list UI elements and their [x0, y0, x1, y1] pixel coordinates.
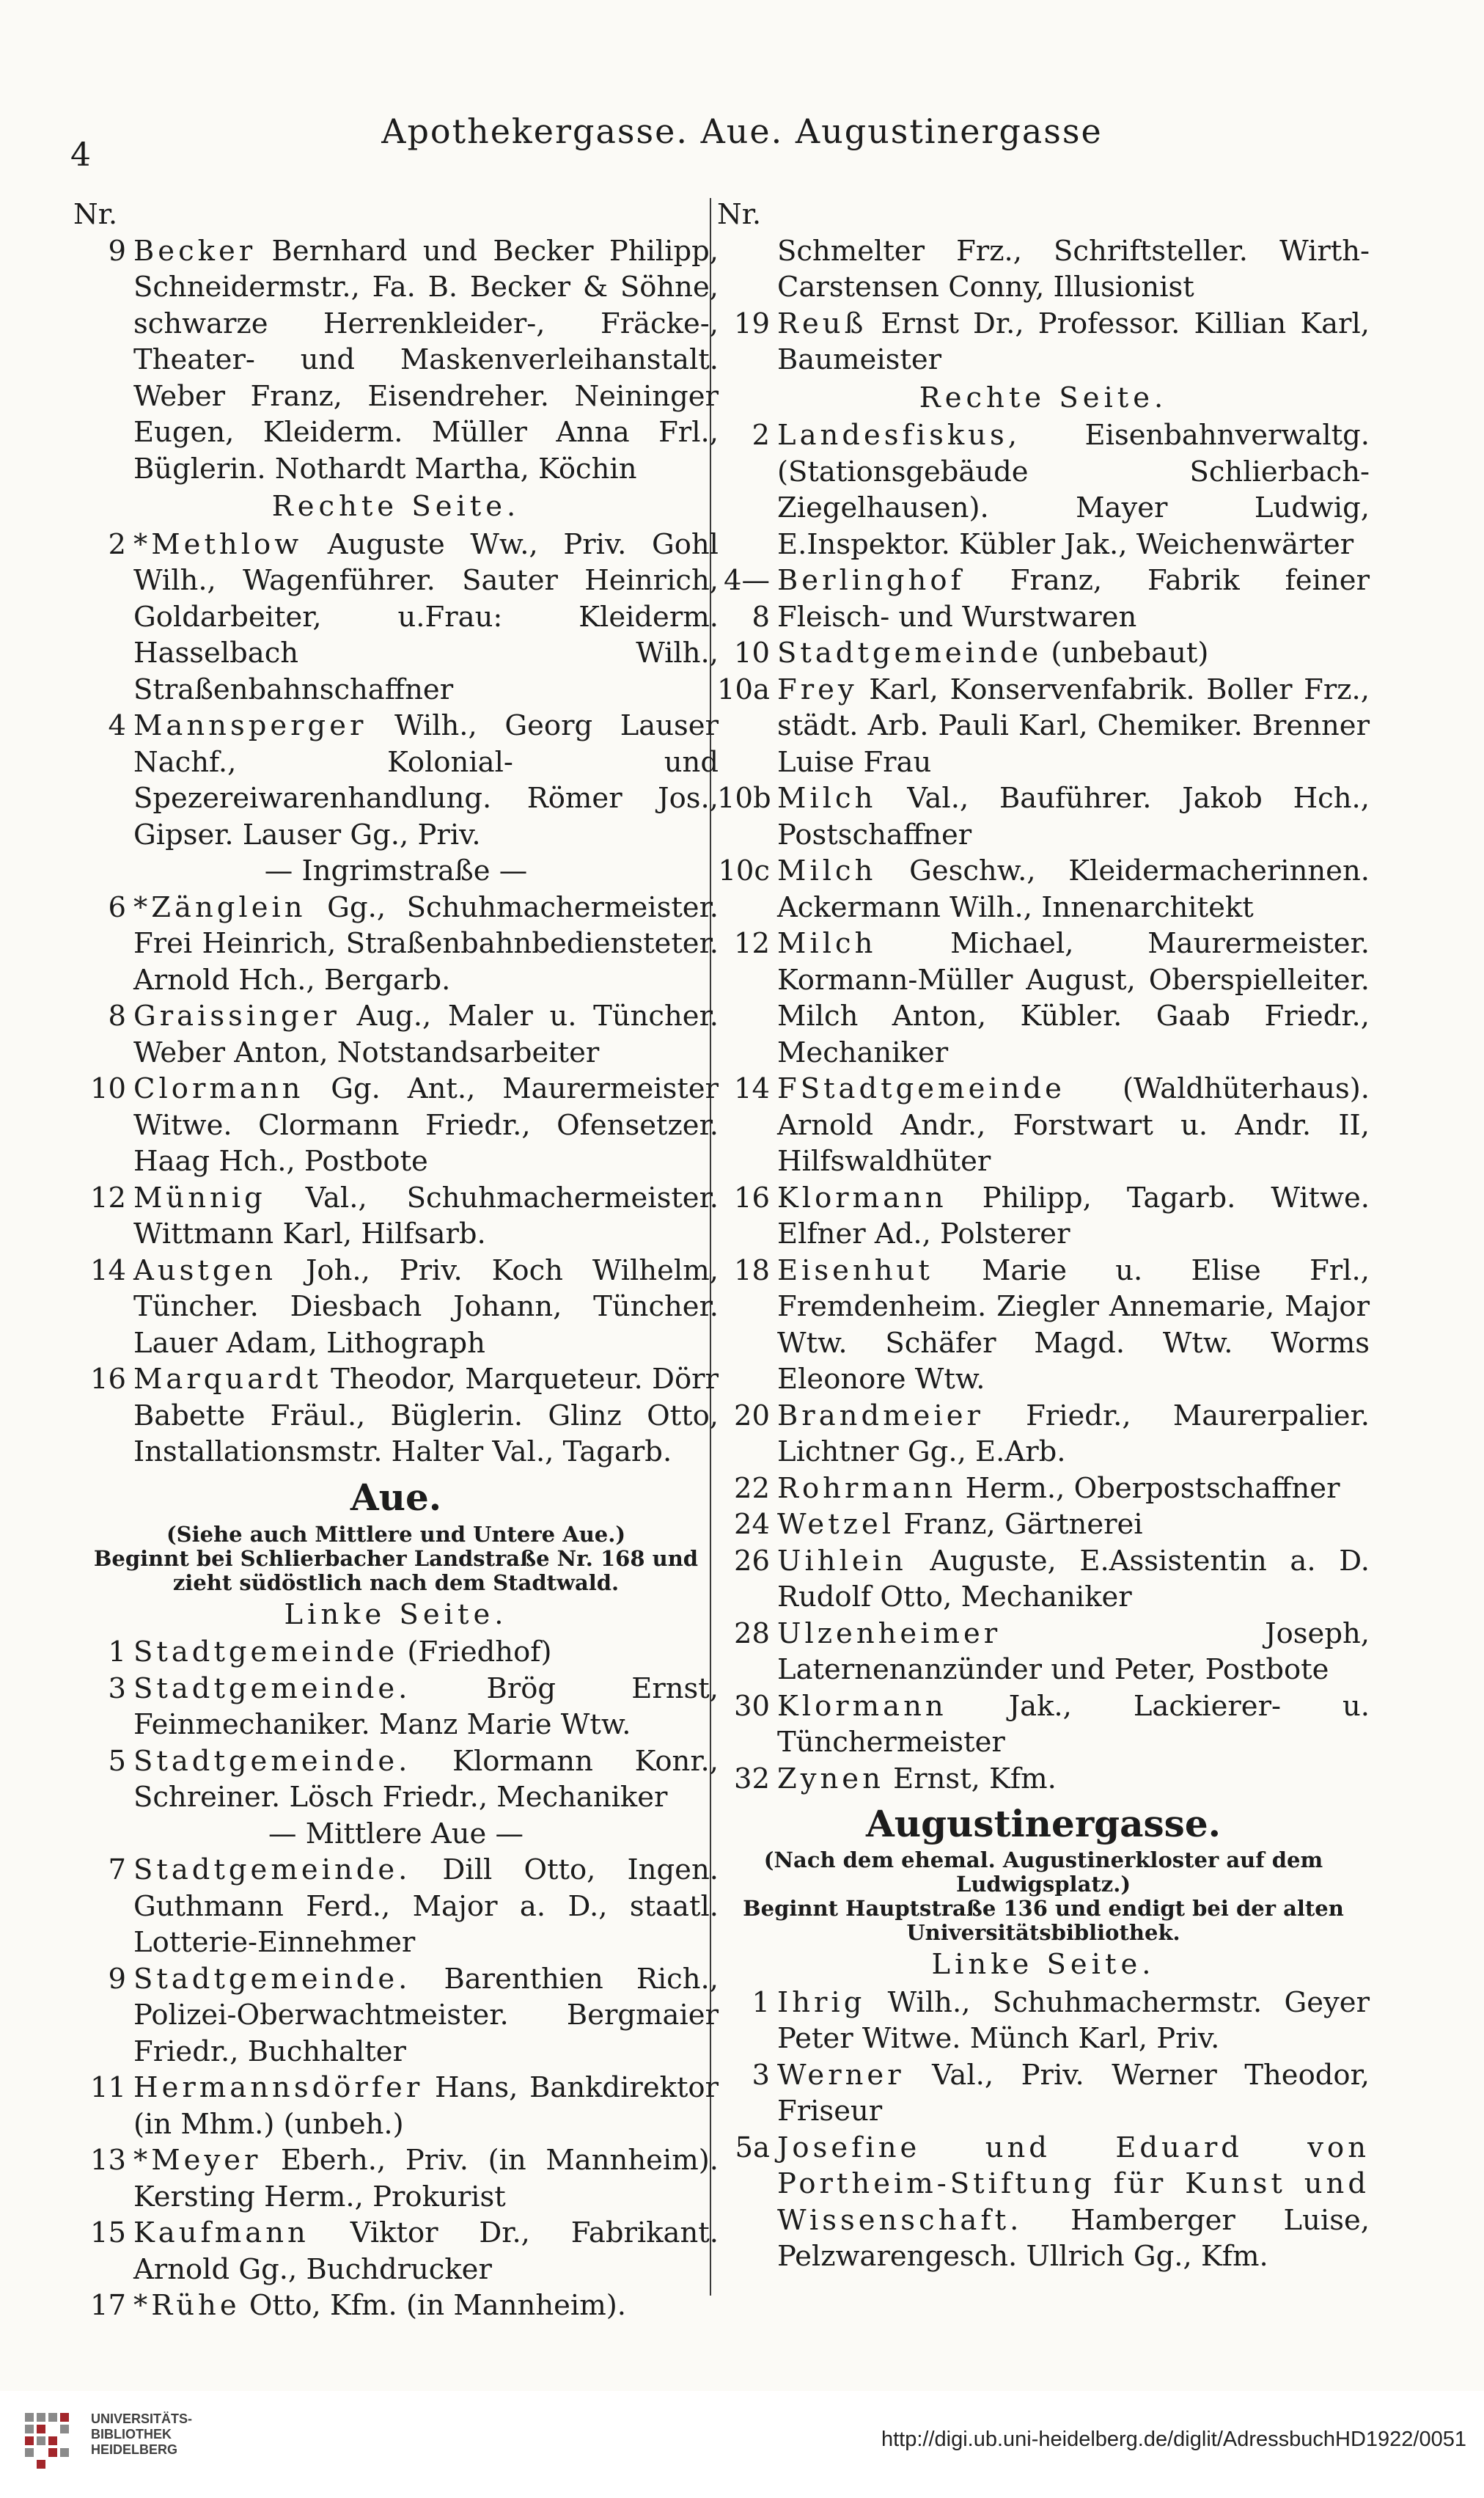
resident-name: *Methlow [133, 527, 303, 561]
house-number: 7 [108, 1853, 126, 1886]
house-number: 16 [734, 1181, 770, 1215]
address-entry [73, 1852, 719, 1961]
resident-name: FStadtgemeinde [777, 1072, 1065, 1105]
resident-name: Klormann [777, 1689, 947, 1723]
address-entry [717, 672, 1370, 781]
house-number: 4—8 [724, 564, 770, 634]
resident-name: Stadtgemeinde. [133, 1744, 411, 1778]
house-number: 24 [734, 1508, 770, 1541]
resident-name: Zynen [777, 1762, 884, 1795]
entry-text: Aug., Maler u. Tüncher. Weber Anton, Notstandsarbeiter [133, 1000, 719, 1069]
entry-text: Marie u. Elise Frl., Fremdenheim. Ziegler Annemarie, Major Wtw. Schäfer Magd. Wtw. Worms Eleonore Wtw. [777, 1253, 1370, 1396]
address-entry [717, 1180, 1370, 1253]
house-number: 15 [90, 2216, 126, 2249]
house-number: 9 [108, 234, 126, 268]
resident-name: Uihlein [777, 1544, 907, 1578]
resident-name: *Meyer [133, 2144, 262, 2177]
entry-text: (Friedhof) [398, 1636, 552, 1669]
house-number: 17 [90, 2289, 126, 2322]
address-entry [717, 1071, 1370, 1180]
entry-text: Jak., Lackierer- u. Tünchermeister [777, 1689, 1370, 1759]
address-entry [73, 1253, 719, 1362]
entry-text: Wilh., Schuhmachermstr. Geyer Peter Witwe. Münch Karl, Priv. [777, 1985, 1370, 2055]
cross-street: — Ingrimstraße — [264, 854, 528, 887]
resident-name: Münnig [133, 1181, 266, 1215]
entry-text: Barenthien Rich., Polizei-Oberwachtmeister. Bergmaier Friedr., Buchhalter [133, 1962, 719, 2068]
house-number: 12 [734, 927, 770, 960]
house-number: 5a [735, 2131, 770, 2164]
source-url-link[interactable]: http://digi.ub.uni-heidelberg.de/diglit/AdressbuchHD1922/0051 [881, 2428, 1466, 2451]
street-title-aue: Aue. [350, 1475, 442, 1519]
address-entry [717, 1543, 1370, 1616]
resident-name: Klormann [777, 1181, 947, 1215]
side-heading: Linke Seite. [931, 1948, 1156, 1981]
resident-name: Frey [777, 673, 858, 706]
running-head: Apothekergasse. Aue. Augustinergasse [381, 111, 1103, 151]
address-entry [717, 1761, 1370, 1798]
entry-text: Theodor, Marqueteur. Dörr Babette Fräul., Büglerin. Glinz Otto, Installationsmstr. Halter Val., Tagarb. [133, 1363, 719, 1468]
house-number: 10 [90, 1072, 126, 1105]
house-number: 14 [734, 1072, 770, 1105]
resident-name: Rohrmann [777, 1471, 957, 1505]
resident-name: Mannsperger [133, 709, 367, 742]
resident-name: Stadtgemeinde. [133, 1962, 411, 1996]
address-entry [717, 306, 1370, 378]
entry-text: Auguste Ww., Priv. Gohl Wilh., Wagenführer. Sauter Heinrich, Goldarbeiter, u.Frau: Kleiderm. Hasselbach Wilh., Straßenbahnschaffner [133, 527, 719, 706]
entry-text: Schmelter Frz., Schriftsteller. Wirth-Carstensen Conny, Illusionist [777, 234, 1370, 304]
address-entry [73, 1634, 719, 1671]
resident-name: Josefine und Eduard von Portheim-Stiftung für Kunst und Wissenschaft. [777, 2131, 1370, 2237]
address-entry [717, 635, 1370, 672]
house-number: 19 [734, 307, 770, 340]
resident-name: Stadtgemeinde. [133, 1853, 411, 1886]
address-entry [73, 2142, 719, 2215]
street-title-augustinergasse: Augustinergasse. [865, 1802, 1222, 1845]
house-number: 28 [734, 1616, 770, 1650]
entry-text: Philipp, Tagarb. Witwe. Elfner Ad., Polsterer [777, 1181, 1370, 1250]
resident-name: Becker [133, 234, 257, 268]
entry-text: Val., Bauführer. Jakob Hch., Postschaffner [777, 782, 1370, 851]
entry-text: Hamberger Luise, Pelzwarengesch. Ullrich Gg., Kfm. [777, 2203, 1370, 2273]
resident-name: Milch [777, 854, 877, 887]
house-number: 4 [108, 709, 126, 742]
address-entry [73, 1361, 719, 1470]
library-logo-icon[interactable] [21, 2409, 84, 2472]
house-number: 10a [717, 673, 770, 706]
house-number: 10 [734, 637, 770, 670]
address-entry [73, 1961, 719, 2070]
entry-text: Otto, Kfm. (in Mannheim). [240, 2289, 627, 2322]
entry-text: Michael, Maurermeister. Kormann-Müller August, Oberspielleiter. Milch Anton, Kübler. Gaab Friedr., Mechaniker [777, 927, 1370, 1069]
address-entry [717, 926, 1370, 1071]
entry-text: (unbebaut) [1042, 637, 1209, 670]
entry-text: Viktor Dr., Fabrikant. Arnold Gg., Buchdrucker [133, 2216, 719, 2286]
resident-name: Stadtgemeinde. [133, 1671, 411, 1705]
address-entry [717, 1688, 1370, 1761]
address-entry [73, 998, 719, 1071]
house-number: 10b [717, 782, 771, 815]
address-entry [717, 1470, 1370, 1507]
house-number: 1 [752, 1985, 770, 2019]
house-number: 13 [90, 2144, 126, 2177]
entry-text: Bernhard und Becker Philipp, Schneidermstr., Fa. B. Becker & Söhne, schwarze Herrenkleider-, Fräcke-, Theater- und Maskenverleihanstalt. Weber Franz, Eisendreher. Neininger Eugen, Kleiderm. Müller Anna Frl., Büglerin. Nothardt Martha, Köchin [133, 234, 719, 486]
resident-name: Werner [777, 2058, 905, 2092]
house-number: 3 [108, 1671, 126, 1705]
address-entry [717, 563, 1370, 635]
house-number: 3 [752, 2058, 770, 2092]
address-entry [717, 853, 1370, 926]
entry-text: Franz, Gärtnerei [895, 1508, 1143, 1541]
resident-name: Landesfiskus, [777, 419, 1021, 452]
house-number: 5 [108, 1744, 126, 1778]
house-number: 20 [734, 1399, 770, 1432]
address-entry [717, 780, 1370, 853]
resident-name: Berlinghof [777, 564, 965, 597]
left-column [73, 197, 719, 2324]
entry-text: Gg. Ant., Maurermeister Witwe. Clormann Friedr., Ofensetzer. Haag Hch., Postbote [133, 1072, 719, 1178]
resident-name: Austgen [133, 1253, 277, 1287]
address-entry [73, 890, 719, 999]
house-number: 18 [734, 1253, 770, 1287]
resident-name: Hermannsdörfer [133, 2071, 424, 2104]
resident-name: Milch [777, 927, 877, 960]
entry-text: Eisenbahnverwaltg. (Stationsgebäude Schlierbach-Ziegelhausen). Mayer Ludwig, E.Inspektor. Kübler Jak., Weichenwärter [777, 419, 1370, 561]
page-number: 4 [70, 136, 91, 174]
address-entry [73, 527, 719, 708]
entry-text: Auguste, E.Assistentin a. D. Rudolf Otto, Mechaniker [777, 1544, 1370, 1614]
entry-text: Friedr., Maurerpalier. Lichtner Gg., E.Arb. [777, 1399, 1370, 1468]
address-entry [73, 233, 719, 488]
resident-name: Marquardt [133, 1363, 322, 1396]
library-name-line: UNIVERSITÄTS- [91, 2411, 193, 2426]
resident-name: *Rühe [133, 2289, 240, 2322]
resident-name: Ulzenheimer [777, 1616, 1002, 1650]
entry-text: Val., Schuhmachermeister. Wittmann Karl, Hilfsarb. [133, 1181, 719, 1250]
house-number: 12 [90, 1181, 126, 1215]
house-number: 14 [90, 1253, 126, 1287]
entry-text: Eberh., Priv. (in Mannheim). Kersting Herm., Prokurist [133, 2144, 719, 2213]
house-number: 30 [734, 1689, 770, 1723]
street-note: Beginnt Hauptstraße 136 und endigt bei der alten Universitätsbibliothek. [743, 1896, 1344, 1945]
entry-text: Klormann Konr., Schreiner. Lösch Friedr., Mechaniker [133, 1744, 719, 1814]
entry-text: Val., Priv. Werner Theodor, Friseur [777, 2058, 1370, 2128]
entry-text: Ernst, Kfm. [884, 1762, 1057, 1795]
address-entry [717, 2130, 1370, 2275]
resident-name: Eisenhut [777, 1253, 933, 1287]
entry-text: Geschw., Kleidermacherinnen. Ackermann Wilh., Innenarchitekt [777, 854, 1370, 924]
resident-name: Ihrig [777, 1985, 866, 2019]
address-entry [73, 2288, 719, 2324]
entry-text: Brög Ernst, Feinmechaniker. Manz Marie Wtw. [133, 1671, 719, 1741]
house-number: 11 [90, 2071, 126, 2104]
resident-name: Kaufmann [133, 2216, 309, 2249]
address-entry [717, 1398, 1370, 1470]
library-name-line: BIBLIOTHEK [91, 2427, 172, 2442]
entry-text: Joh., Priv. Koch Wilhelm, Tüncher. Diesbach Johann, Tüncher. Lauer Adam, Lithograph [133, 1253, 719, 1360]
side-heading: Rechte Seite. [919, 381, 1168, 414]
nr-header: Nr. [73, 198, 118, 231]
entry-text: Ernst Dr., Professor. Killian Karl, Baumeister [777, 307, 1370, 376]
resident-name: Graissinger [133, 1000, 340, 1033]
street-note: (Siehe auch Mittlere und Untere Aue.) [166, 1521, 626, 1547]
resident-name: Clormann [133, 1072, 304, 1105]
right-column [717, 197, 1370, 2275]
house-number: 10c [718, 854, 770, 887]
library-name [91, 2411, 192, 2458]
resident-name: *Zänglein [133, 890, 306, 924]
address-entry [73, 2215, 719, 2288]
entry-text: Joseph, Laternenanzünder und Peter, Postbote [777, 1616, 1370, 1686]
house-number: 1 [108, 1636, 126, 1669]
entry-text: Karl, Konservenfabrik. Boller Frz., städt. Arb. Pauli Karl, Chemiker. Brenner Luise Frau [777, 673, 1370, 779]
entry-text: Gg., Schuhmachermeister. Frei Heinrich, Straßenbahnbediensteter. Arnold Hch., Bergarb. [133, 890, 719, 997]
house-number: 32 [734, 1762, 770, 1795]
entry-text: (Waldhüterhaus). Arnold Andr., Forstwart u. Andr. II, Hilfswaldhüter [777, 1072, 1370, 1178]
address-entry [717, 417, 1370, 563]
address-entry [717, 1616, 1370, 1688]
house-number: 9 [108, 1962, 126, 1996]
house-number: 6 [108, 890, 126, 924]
nr-header: Nr. [717, 198, 762, 231]
house-number: 2 [752, 419, 770, 452]
street-note: Beginnt bei Schlierbacher Landstraße Nr. 168 und zieht südöstlich nach dem Stadtwald. [93, 1545, 699, 1595]
entry-text: Wilh., Georg Lauser Nachf., Kolonial- und Spezereiwarenhandlung. Römer Jos., Gipser. Lauser Gg., Priv. [133, 709, 719, 851]
address-entry [73, 1071, 719, 1180]
resident-name: Reuß [777, 307, 867, 340]
entry-text: Franz, Fabrik feiner Fleisch- und Wurstwaren [777, 564, 1370, 634]
resident-name: Stadtgemeinde [777, 637, 1043, 670]
address-entry [717, 1253, 1370, 1398]
address-entry [73, 1671, 719, 1743]
resident-name: Milch [777, 782, 877, 815]
resident-name: Stadtgemeinde [133, 1636, 399, 1669]
house-number: 16 [90, 1363, 126, 1396]
address-entry [73, 708, 719, 853]
address-entry [717, 1506, 1370, 1543]
side-heading: Rechte Seite. [271, 490, 521, 523]
side-heading: Linke Seite. [284, 1597, 508, 1631]
cross-street: — Mittlere Aue — [268, 1817, 524, 1850]
address-entry [73, 2070, 719, 2142]
house-number: 26 [734, 1544, 770, 1578]
street-note: (Nach dem ehemal. Augustinerkloster auf dem Ludwigsplatz.) [763, 1847, 1323, 1897]
house-number: 8 [108, 1000, 126, 1033]
address-entry [717, 233, 1370, 306]
resident-name: Wetzel [777, 1508, 895, 1541]
library-name-line: HEIDELBERG [91, 2442, 178, 2457]
entry-text: Hans, Bankdirektor (in Mhm.) (unbeh.) [133, 2071, 719, 2141]
entry-text: Dill Otto, Ingen. Guthmann Ferd., Major a. D., staatl. Lotterie-Einnehmer [133, 1853, 719, 1959]
address-entry [717, 1985, 1370, 2057]
house-number: 22 [734, 1471, 770, 1505]
address-entry [73, 1180, 719, 1253]
house-number: 2 [108, 527, 126, 561]
address-entry [717, 2057, 1370, 2130]
resident-name: Brandmeier [777, 1399, 984, 1432]
address-entry [73, 1743, 719, 1816]
entry-text: Herm., Oberpostschaffner [956, 1471, 1340, 1505]
